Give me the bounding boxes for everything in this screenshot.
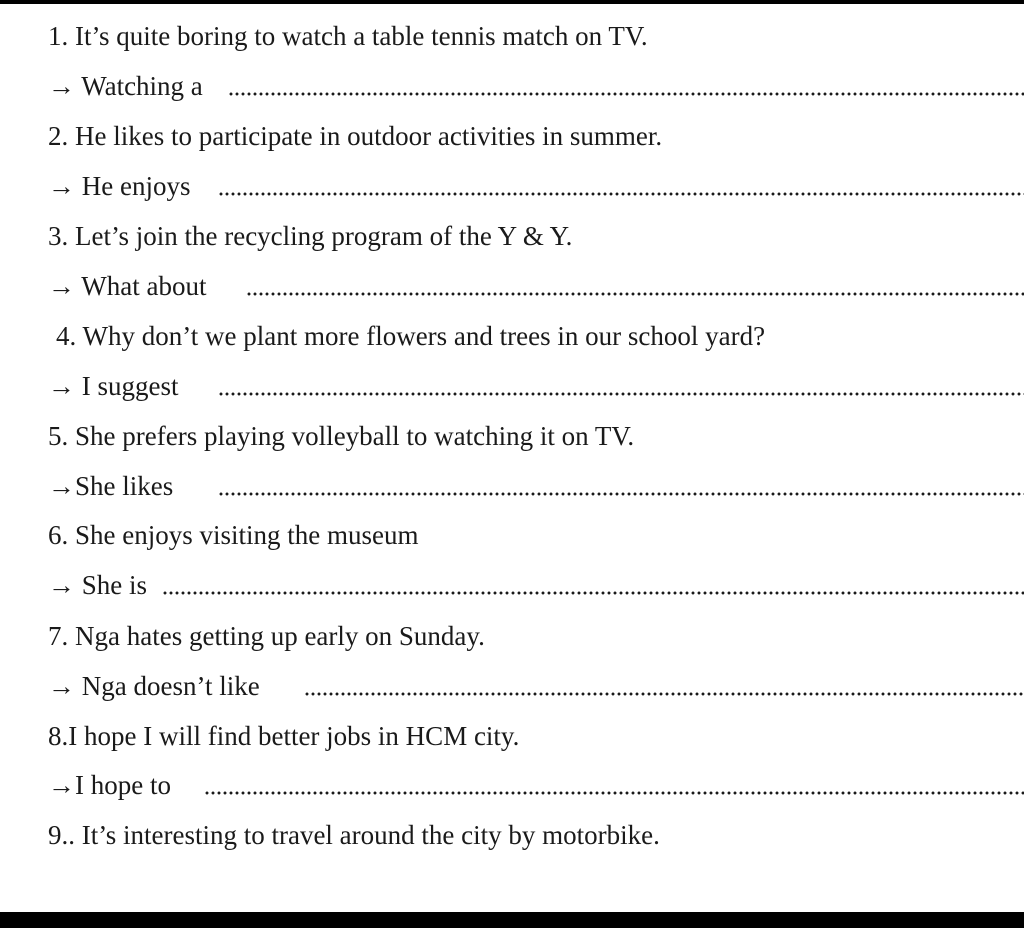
answer-3-prompt: → What about [48,271,207,301]
answer-5 [0,466,1024,506]
question-9-text: 9.. It’s interesting to travel around the city by motorbike. [48,820,660,850]
answer-4 [0,366,1024,406]
answer-8-prompt: →I hope to [48,770,171,800]
question-2-text: 2. He likes to participate in outdoor activities in summer. [48,121,663,151]
answer-8-blank [204,791,1024,795]
answer-4-prompt: → I suggest [48,371,179,401]
question-8 [0,716,1024,756]
question-3-text: 3. Let’s join the recycling program of the Y & Y. [48,221,573,251]
question-6-text: 6. She enjoys visiting the museum [48,520,419,550]
answer-6 [0,565,1024,605]
answer-7-prompt: → Nga doesn’t like [48,671,260,701]
question-4-text: 4. Why don’t we plant more flowers and trees in our school yard? [56,321,766,351]
question-1 [0,16,1024,56]
answer-6-prompt: → She is [48,570,148,600]
question-9 [0,815,1024,855]
answer-2 [0,166,1024,206]
question-7 [0,616,1024,656]
answer-7-blank [304,692,1024,696]
answer-2-blank [218,192,1024,196]
question-7-text: 7. Nga hates getting up early on Sunday. [48,621,485,651]
question-2 [0,116,1024,156]
question-4 [0,316,1024,356]
answer-5-prompt: →She likes [48,471,174,501]
answer-3-blank [246,292,1024,296]
question-3 [0,216,1024,256]
question-5 [0,416,1024,456]
answer-5-blank [218,492,1024,496]
answer-8 [0,765,1024,805]
question-1-text: 1. It’s quite boring to watch a table tennis match on TV. [48,21,648,51]
answer-1-blank [228,92,1024,96]
question-8-text: 8.I hope I will find better jobs in HCM city. [48,721,520,751]
question-6 [0,515,1024,555]
answer-6-blank [162,591,1024,595]
answer-1-prompt: → Watching a [48,71,203,101]
worksheet-page [0,4,1024,912]
answer-1 [0,66,1024,106]
answer-7 [0,666,1024,706]
answer-4-blank [218,392,1024,396]
question-5-text: 5. She prefers playing volleyball to watching it on TV. [48,421,635,451]
answer-2-prompt: → He enjoys [48,171,191,201]
answer-3 [0,266,1024,306]
